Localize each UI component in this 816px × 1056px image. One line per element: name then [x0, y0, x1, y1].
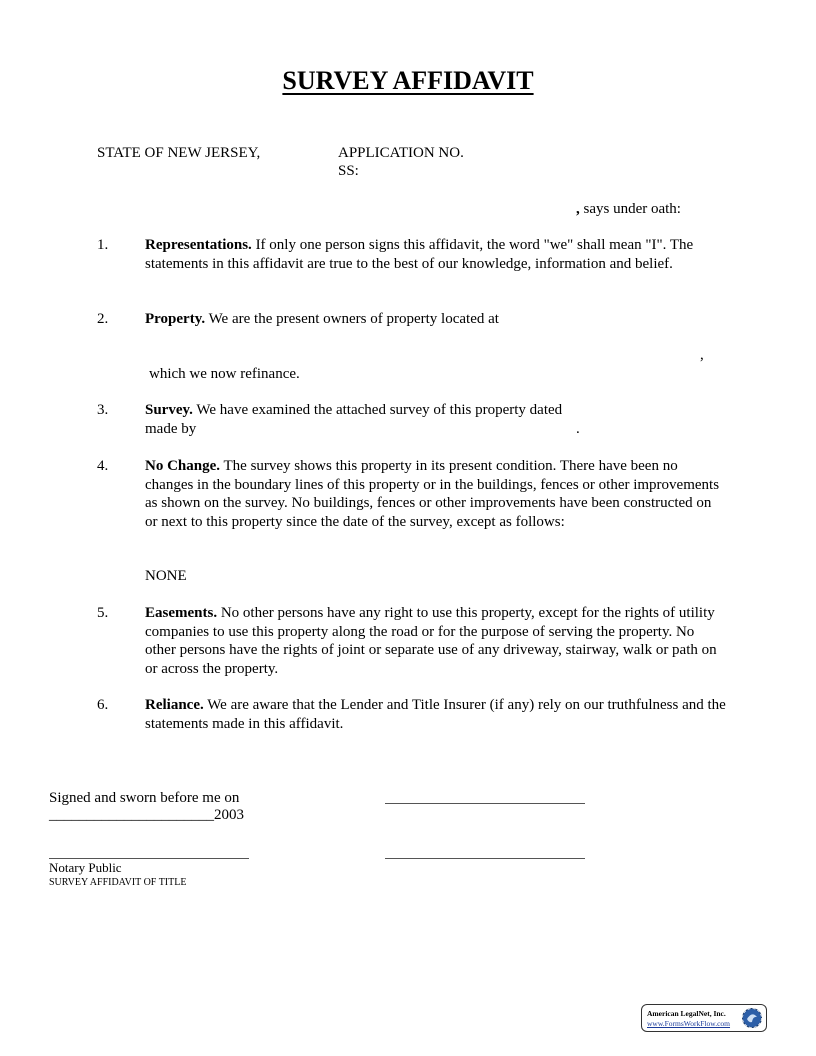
section-reliance: Reliance. We are aware that the Lender and Title Insurer (if any) rely on our truthfulness and the statements made in this affidavit.: [145, 697, 726, 732]
section-representations: Representations. If only one person signs this affidavit, the word "we" shall mean "I". The statements in this affidavit are true to the best of our knowledge, information and belief.: [145, 237, 694, 272]
application-number-label: APPLICATION NO.: [338, 145, 464, 161]
affiant-signature-line-2[interactable]: [385, 858, 585, 859]
form-footer-title: SURVEY AFFIDAVIT OF TITLE: [49, 877, 187, 888]
address-comma: ,: [700, 347, 704, 363]
sworn-statement: Signed and sworn before me on: [49, 790, 240, 806]
section-property: Property. We are the present owners of property located at: [145, 311, 499, 327]
legalnet-logo[interactable]: [641, 1004, 767, 1032]
made-by-label: made by: [145, 421, 197, 437]
section-number: 6.: [97, 697, 109, 713]
sworn-date-line: ______________________2003: [49, 807, 244, 823]
section-number: 5.: [97, 605, 109, 621]
section-number: 2.: [97, 311, 109, 327]
exceptions-value: NONE: [145, 568, 187, 584]
section-number: 1.: [97, 237, 109, 253]
globe-icon: [741, 1007, 763, 1029]
section-survey: Survey. We have examined the attached survey of this property dated: [145, 402, 563, 418]
oath-statement: , says under oath:: [576, 201, 681, 217]
notary-public-label: Notary Public: [49, 860, 122, 875]
logo-url[interactable]: www.FormsWorkFlow.com: [647, 1019, 731, 1028]
affiant-signature-line[interactable]: [385, 803, 585, 804]
logo-brand: American LegalNet, Inc.: [647, 1009, 726, 1018]
ss-label: SS:: [338, 163, 359, 179]
section-easements: Easements. No other persons have any right to use this property, except for the rights of utility companies to use this property along the road or for the purpose of serving the property. No other persons have the rights of joint or separate use of any driveway, stairway, walk or path on or across the property.: [145, 605, 717, 677]
refinance-text: which we now refinance.: [149, 366, 300, 382]
made-by-period: .: [576, 421, 580, 437]
section-no-change: No Change. The survey shows this property in its present condition. There have been no changes in the boundary lines of this property or in the buildings, fences or other improvements as shown on the survey. No buildings, fences or other improvements have been constructed on or next to this property since the date of the survey, except as follows:: [145, 458, 720, 530]
state-label: STATE OF NEW JERSEY,: [97, 145, 261, 161]
document-title: SURVEY AFFIDAVIT: [282, 66, 534, 95]
section-number: 3.: [97, 402, 109, 418]
section-number: 4.: [97, 458, 109, 474]
notary-signature-line[interactable]: [49, 858, 249, 859]
